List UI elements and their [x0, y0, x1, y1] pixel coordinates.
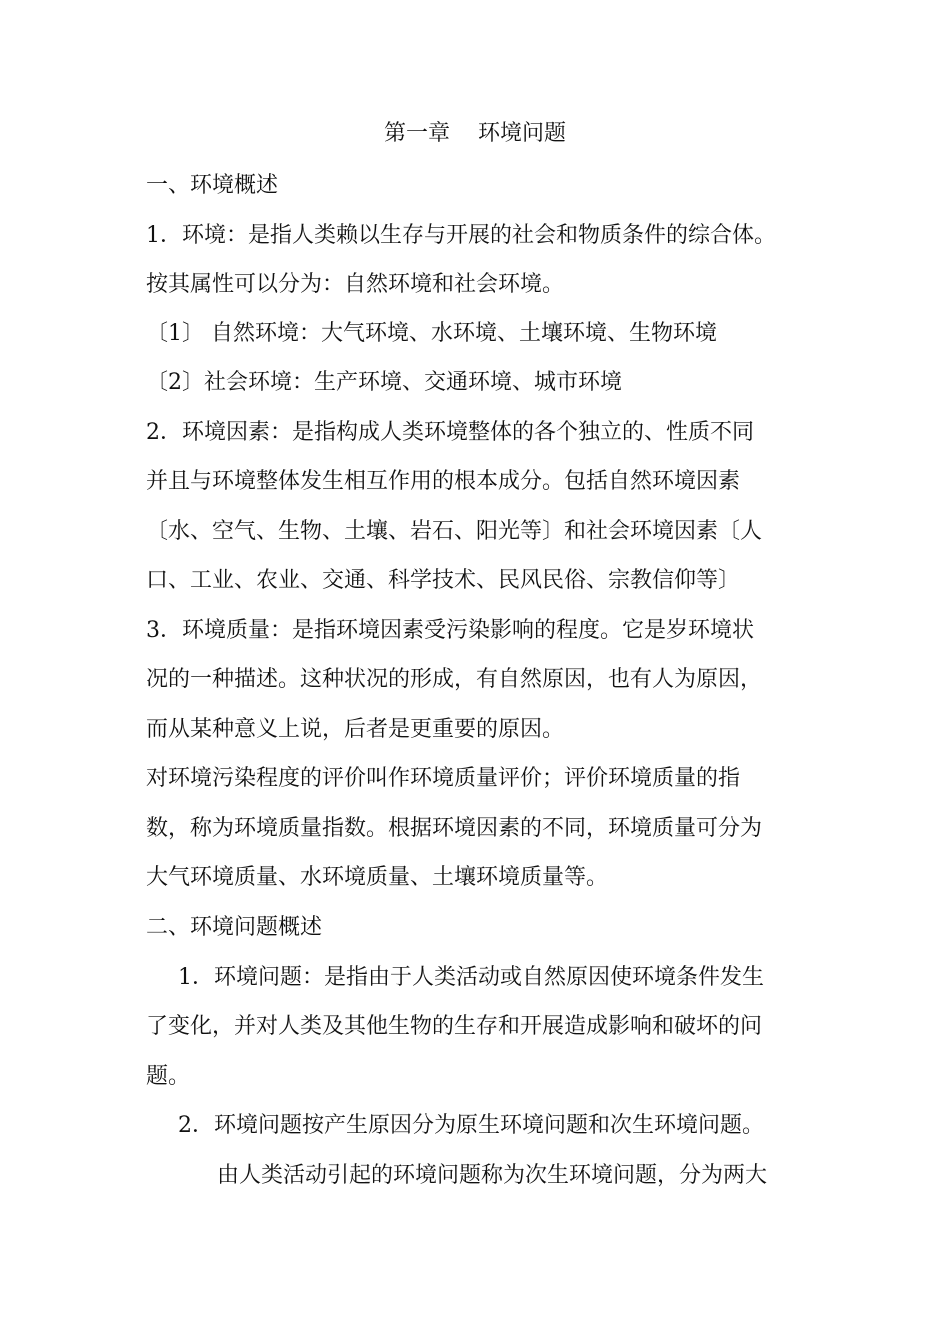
paragraph-line: 1．环境问题：是指由于人类活动或自然原因使环境条件发生 — [178, 965, 764, 990]
paragraph-line: 3．环境质量：是指环境因素受污染影响的程度。它是岁环境状 — [146, 618, 754, 643]
paragraph-line: 由人类活动引起的环境问题称为次生环境问题，分为两大 — [217, 1163, 768, 1188]
paragraph-line: 2．环境因素：是指构成人类环境整体的各个独立的、性质不同 — [146, 420, 754, 445]
paragraph-line: 对环境污染程度的评价叫作环境质量评价；评价环境质量的指 — [146, 766, 741, 791]
paragraph-line: 口、工业、农业、交通、科学技术、民风民俗、宗教信仰等〕 — [146, 568, 741, 593]
paragraph-line: 〔水、空气、生物、土壤、岩石、阳光等〕和社会环境因素〔人 — [146, 519, 763, 544]
paragraph-line: 况的一种描述。这种状况的形成，有自然原因，也有人为原因， — [146, 667, 763, 692]
section-heading: 一、环境概述 — [146, 173, 279, 198]
paragraph-line: 数，称为环境质量指数。根据环境因素的不同，环境质量可分为 — [146, 816, 763, 841]
paragraph-line: 大气环境质量、水环境质量、土壤环境质量等。 — [146, 865, 609, 890]
paragraph-line: 〔2〕社会环境：生产环境、交通环境、城市环境 — [146, 370, 622, 395]
paragraph-line: 了变化，并对人类及其他生物的生存和开展造成影响和破坏的问 — [146, 1014, 763, 1039]
paragraph-line: 2．环境问题按产生原因分为原生环境问题和次生环境问题。 — [178, 1113, 764, 1138]
paragraph-line: 〔1〕 自然环境：大气环境、水环境、土壤环境、生物环境 — [146, 321, 717, 346]
paragraph-line: 题。 — [146, 1064, 191, 1089]
paragraph-line: 并且与环境整体发生相互作用的根本成分。包括自然环境因素 — [146, 469, 741, 494]
paragraph-line: 按其属性可以分为：自然环境和社会环境。 — [146, 272, 565, 297]
paragraph-line: 而从某种意义上说，后者是更重要的原因。 — [146, 717, 565, 742]
paragraph-line: 1．环境：是指人类赖以生存与开展的社会和物质条件的综合体。 — [146, 223, 776, 248]
chapter-title: 第一章 环境问题 — [384, 121, 566, 146]
section-heading: 二、环境问题概述 — [146, 915, 323, 940]
